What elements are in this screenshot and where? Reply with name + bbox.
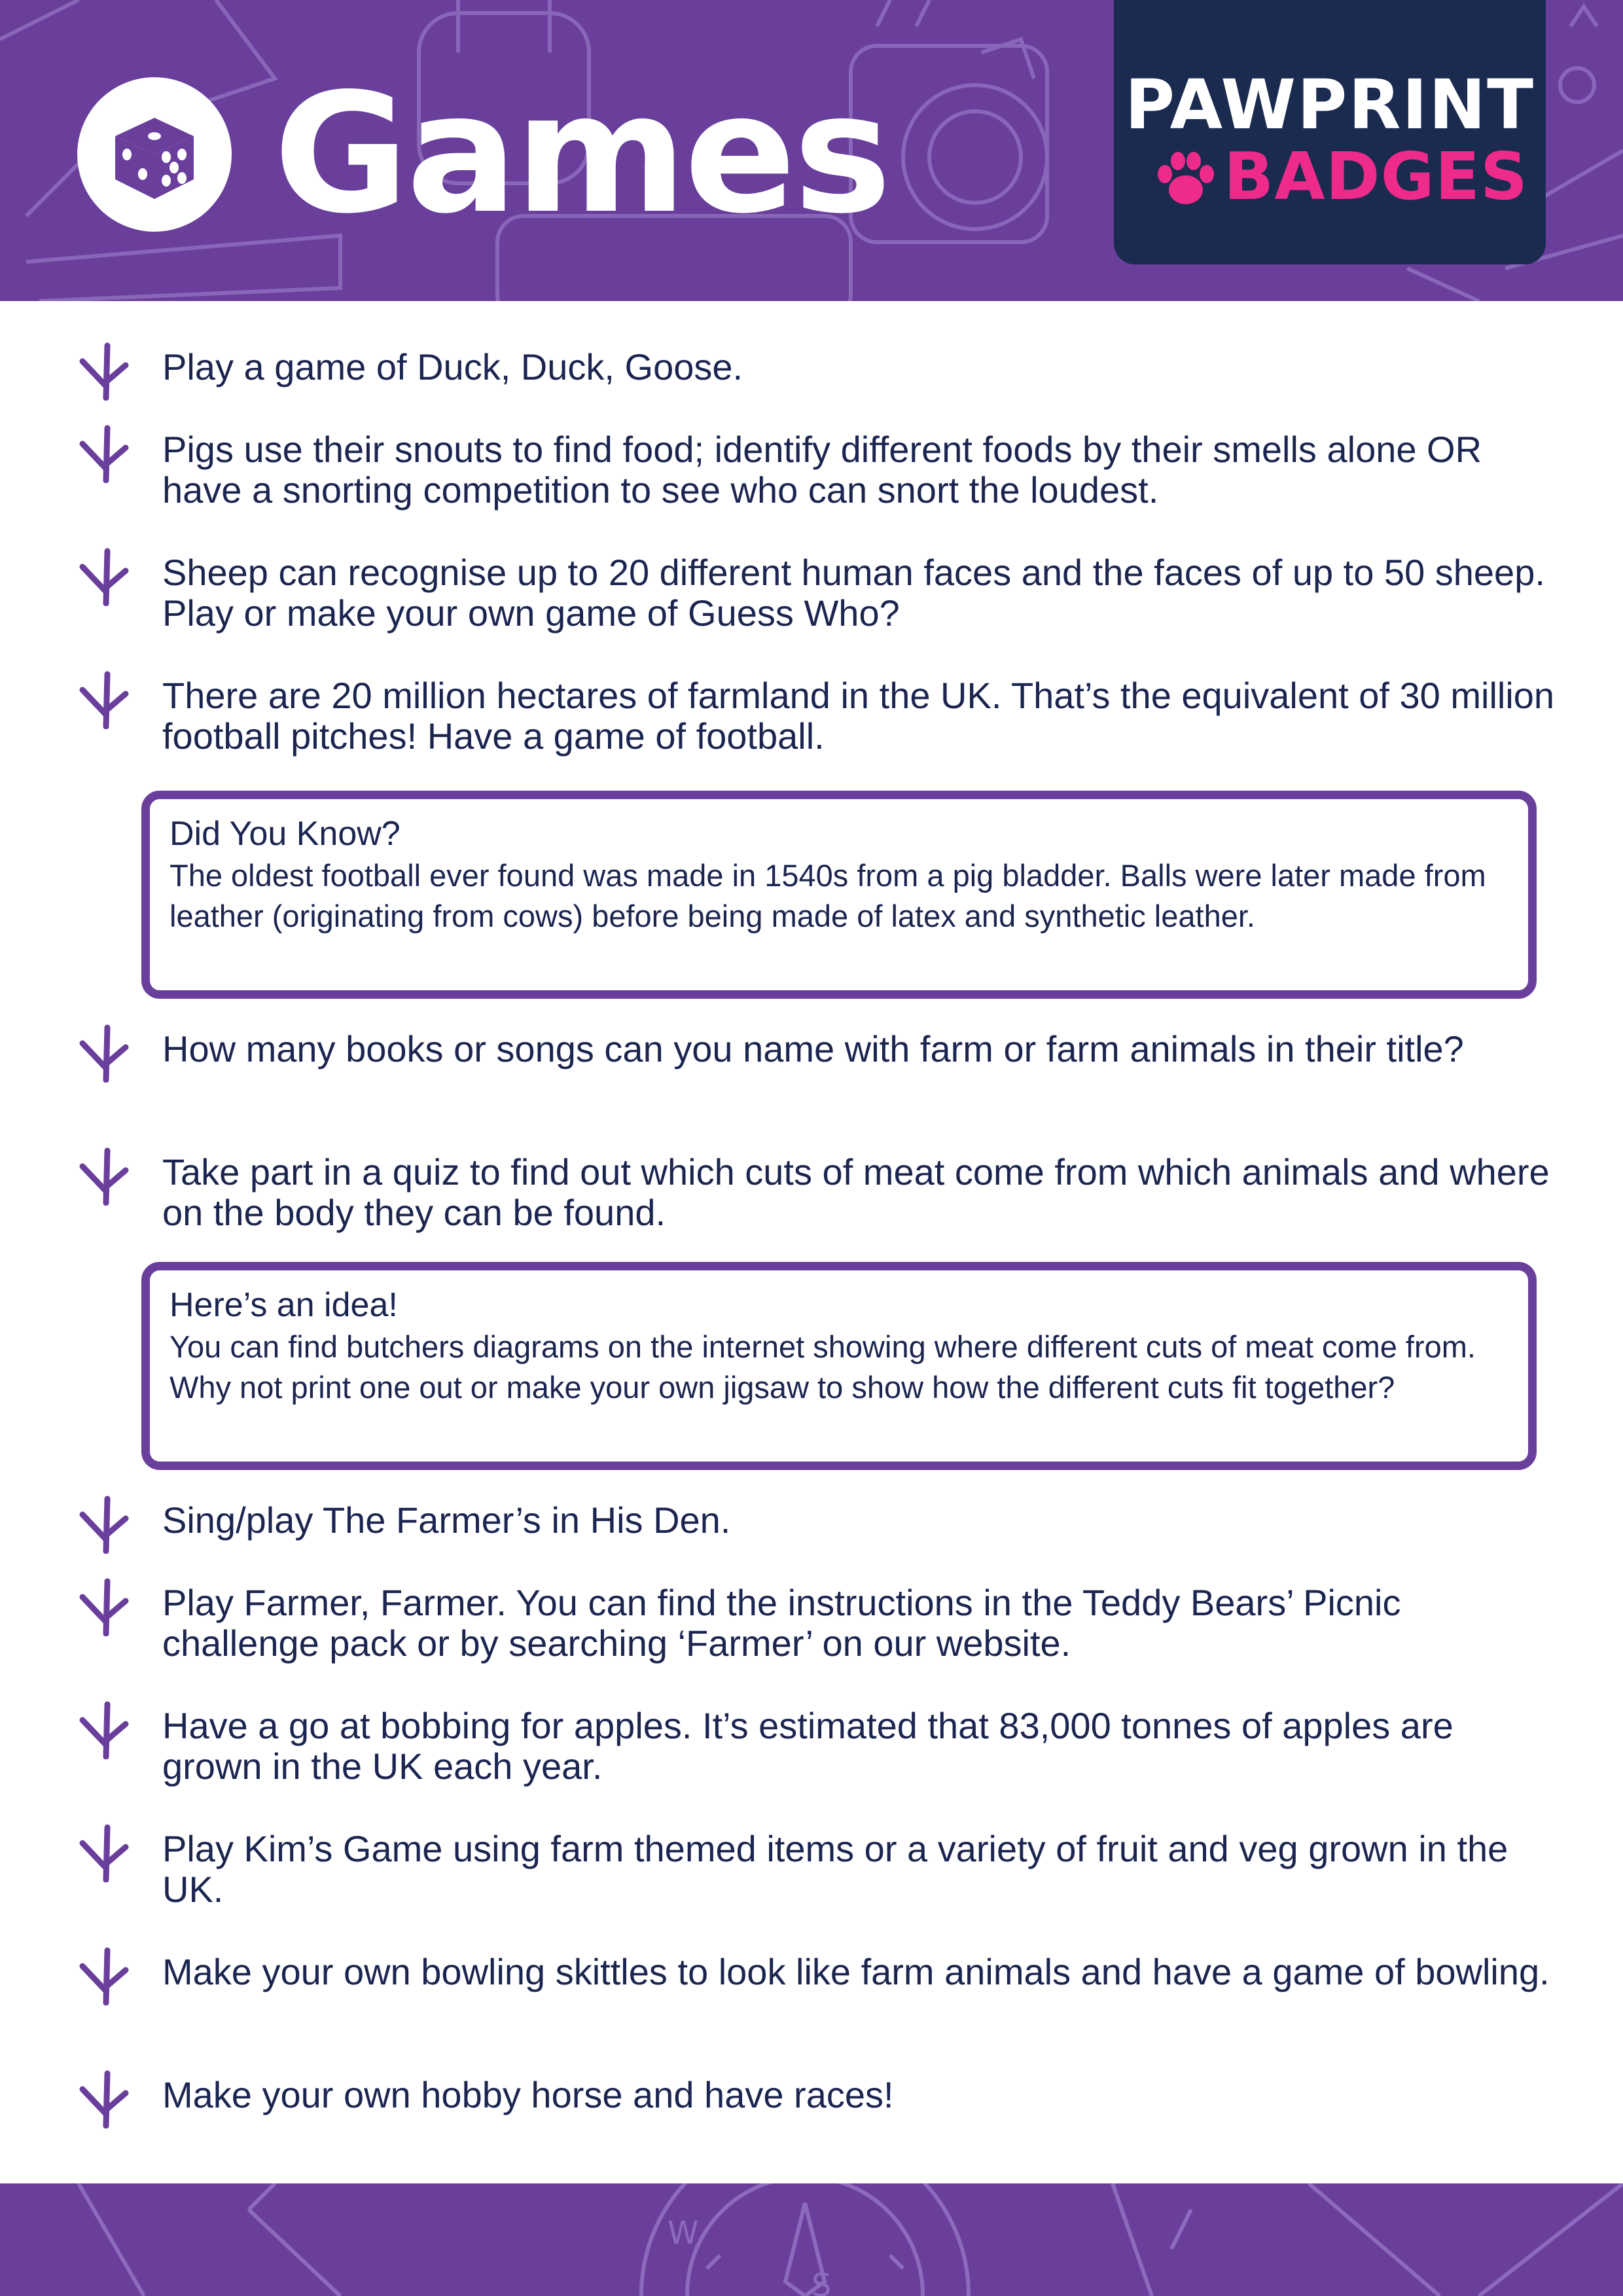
bird-footprint-icon	[77, 1823, 130, 1882]
callout-title: Did You Know?	[169, 815, 401, 853]
brand-logo	[1114, 0, 1546, 264]
bird-footprint-icon	[77, 2070, 130, 2128]
bird-footprint-icon	[77, 342, 130, 401]
list-item-text: Sheep can recognise up to 20 different human faces and the faces of up to 50 sheep. Play or make your own game of Guess Who?	[162, 552, 1545, 634]
dice-badge	[77, 77, 232, 232]
list-item-text: How many books or songs can you name with farm or farm animals in their title?	[162, 1028, 1464, 1069]
bird-footprint-icon	[77, 670, 130, 729]
paw-icon	[1153, 147, 1219, 212]
list-item-text: Take part in a quiz to find out which cuts of meat come from which animals and where on the body they can be found.	[162, 1151, 1550, 1233]
list-item-text: Have a go at bobbing for apples. It’s estimated that 83,000 tonnes of apples are grown in the UK each year.	[162, 1705, 1454, 1787]
list-item-text: Play a game of Duck, Duck, Goose.	[162, 346, 743, 387]
list-item-text: Play Farmer, Farmer. You can find the instructions in the Teddy Bears’ Picnic challenge pack or by searching ‘Farmer’ on our website.	[162, 1582, 1401, 1664]
list-item-text: Sing/play The Farmer’s in His Den.	[162, 1499, 731, 1541]
bird-footprint-icon	[77, 1577, 130, 1636]
activity-list	[0, 301, 1623, 2183]
list-item-text: There are 20 million hectares of farmland in the UK. That’s the equivalent of 30 million football pitches! Have a game of football.	[162, 675, 1555, 757]
brand-name-line2-row	[1153, 137, 1529, 216]
page-title: Games	[274, 58, 889, 250]
page-footer	[0, 2183, 1623, 2296]
brand-name-line2: BADGES	[1224, 138, 1529, 215]
list-item-text: Make your own hobby horse and have races!	[162, 2074, 894, 2115]
bird-footprint-icon	[77, 1024, 130, 1083]
bird-footprint-icon	[77, 547, 130, 606]
list-item-text: Pigs use their snouts to find food; identify different foods by their smells alone OR have a snorting competition to see who can snort the loudest.	[162, 429, 1482, 511]
list-item-text: Make your own bowling skittles to look like farm animals and have a game of bowling.	[162, 1951, 1550, 1992]
callout-title: Here’s an idea!	[169, 1286, 398, 1324]
list-item-text: Play Kim’s Game using farm themed items or a variety of fruit and veg grown in the UK.	[162, 1828, 1508, 1910]
footer-background-doodles	[0, 2183, 1623, 2296]
idea-callout	[141, 1262, 1537, 1470]
brand-name-line1: PAWPRINT	[1124, 65, 1535, 145]
callout-body: You can find butchers diagrams on the internet showing where different cuts of meat come from. Why not print one out or make your own jigsaw to show how the different cuts fit together?	[169, 1329, 1476, 1405]
compass-letter-s: S	[812, 2267, 832, 2296]
page-header	[0, 0, 1623, 301]
bird-footprint-icon	[77, 1495, 130, 1554]
callout-body: The oldest football ever found was made in 1540s from a pig bladder. Balls were later made from leather (originating from cows) before being made of latex and synthetic leather.	[169, 858, 1486, 933]
bird-footprint-icon	[77, 1946, 130, 2005]
did-you-know-callout	[141, 791, 1537, 999]
bird-footprint-icon	[77, 424, 130, 483]
dice-icon	[77, 77, 232, 232]
compass-letter-w: W	[668, 2215, 699, 2251]
bird-footprint-icon	[77, 1700, 130, 1759]
bird-footprint-icon	[77, 1147, 130, 1206]
